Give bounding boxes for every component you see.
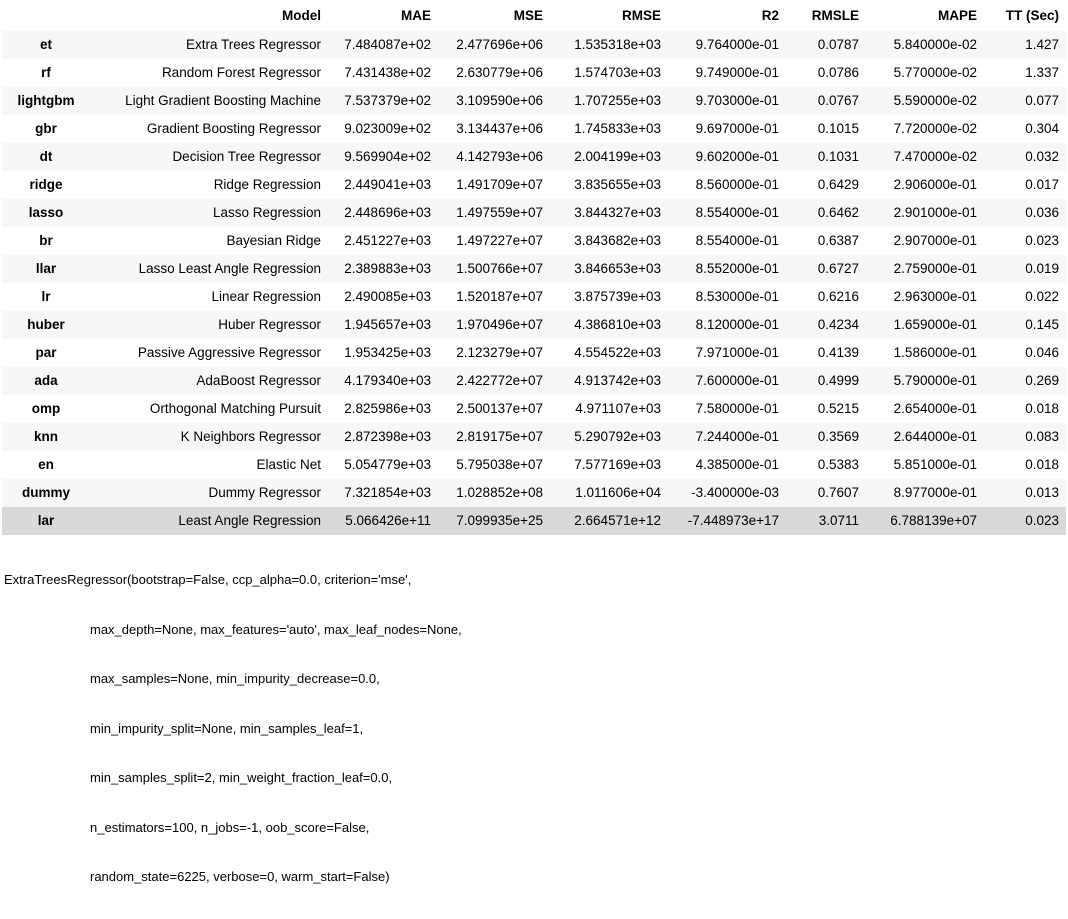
cell-tt: 0.022 xyxy=(984,283,1066,311)
cell-mae: 7.537379e+02 xyxy=(328,87,438,115)
cell-model: Bayesian Ridge xyxy=(90,227,328,255)
cell-mae: 7.321854e+03 xyxy=(328,479,438,507)
cell-mae: 2.490085e+03 xyxy=(328,283,438,311)
cell-rmsle: 0.6727 xyxy=(786,255,866,283)
cell-mse: 1.520187e+07 xyxy=(438,283,550,311)
params-line-7: random_state=6225, verbose=0, warm_start=False) xyxy=(90,869,390,884)
cell-rmsle: 0.4234 xyxy=(786,311,866,339)
cell-tt: 0.077 xyxy=(984,87,1066,115)
column-header-r2: R2 xyxy=(761,8,779,23)
column-header-mse: MSE xyxy=(513,8,543,23)
cell-mape: 5.590000e-02 xyxy=(866,87,984,115)
cell-r2: 8.530000e-01 xyxy=(668,283,786,311)
cell-mse: 1.500766e+07 xyxy=(438,255,550,283)
cell-rmse: 3.835655e+03 xyxy=(550,171,668,199)
cell-mae: 2.872398e+03 xyxy=(328,423,438,451)
cell-model: Passive Aggressive Regressor xyxy=(90,339,328,367)
cell-r2: 8.552000e-01 xyxy=(668,255,786,283)
column-header-rmse: RMSE xyxy=(621,8,661,23)
cell-mape: 2.759000e-01 xyxy=(866,255,984,283)
cell-tt: 0.023 xyxy=(984,507,1066,535)
table-row xyxy=(2,339,1066,367)
cell-rmsle: 0.6462 xyxy=(786,199,866,227)
cell-mse: 2.819175e+07 xyxy=(438,423,550,451)
cell-r2: 9.703000e-01 xyxy=(668,87,786,115)
estimator-params-block xyxy=(4,539,1068,919)
cell-model: Extra Trees Regressor xyxy=(90,31,328,59)
cell-rmsle: 0.0787 xyxy=(786,31,866,59)
cell-rmse: 4.386810e+03 xyxy=(550,311,668,339)
cell-rmsle: 0.4139 xyxy=(786,339,866,367)
cell-mae: 1.945657e+03 xyxy=(328,311,438,339)
cell-tt: 0.018 xyxy=(984,395,1066,423)
cell-mae: 7.431438e+02 xyxy=(328,59,438,87)
cell-tt: 0.145 xyxy=(984,311,1066,339)
cell-rmsle: 0.1031 xyxy=(786,143,866,171)
cell-tt: 0.018 xyxy=(984,451,1066,479)
cell-mae: 2.389883e+03 xyxy=(328,255,438,283)
cell-model: Lasso Regression xyxy=(90,199,328,227)
cell-model: Lasso Least Angle Regression xyxy=(90,255,328,283)
cell-rmse: 2.004199e+03 xyxy=(550,143,668,171)
cell-mae: 9.569904e+02 xyxy=(328,143,438,171)
cell-r2: 8.560000e-01 xyxy=(668,171,786,199)
cell-tt: 0.017 xyxy=(984,171,1066,199)
table-row xyxy=(2,451,1066,479)
row-index: huber xyxy=(2,311,90,339)
row-index: rf xyxy=(2,59,90,87)
cell-rmse: 4.971107e+03 xyxy=(550,395,668,423)
cell-model: Decision Tree Regressor xyxy=(90,143,328,171)
cell-mape: 2.901000e-01 xyxy=(866,199,984,227)
cell-r2: 9.749000e-01 xyxy=(668,59,786,87)
cell-r2: 7.971000e-01 xyxy=(668,339,786,367)
row-index: lasso xyxy=(2,199,90,227)
cell-r2: 8.554000e-01 xyxy=(668,227,786,255)
cell-r2: 7.580000e-01 xyxy=(668,395,786,423)
row-index: lr xyxy=(2,283,90,311)
table-row xyxy=(2,143,1066,171)
params-line-5: min_samples_split=2, min_weight_fraction_leaf=0.0, xyxy=(90,770,393,785)
cell-rmsle: 0.0786 xyxy=(786,59,866,87)
cell-mae: 2.825986e+03 xyxy=(328,395,438,423)
cell-rmsle: 0.0767 xyxy=(786,87,866,115)
cell-rmse: 4.913742e+03 xyxy=(550,367,668,395)
cell-tt: 0.023 xyxy=(984,227,1066,255)
cell-rmsle: 0.6387 xyxy=(786,227,866,255)
params-line-2: max_depth=None, max_features='auto', max_leaf_nodes=None, xyxy=(90,621,462,637)
cell-mae: 1.953425e+03 xyxy=(328,339,438,367)
table-row xyxy=(2,87,1066,115)
cell-r2: -3.400000e-03 xyxy=(668,479,786,507)
table-row-highlighted xyxy=(2,507,1066,535)
cell-rmsle: 0.7607 xyxy=(786,479,866,507)
cell-model: Least Angle Regression xyxy=(90,507,328,535)
cell-rmse: 1.011606e+04 xyxy=(550,479,668,507)
column-header-index xyxy=(2,2,90,31)
cell-mse: 2.422772e+07 xyxy=(438,367,550,395)
cell-mae: 9.023009e+02 xyxy=(328,115,438,143)
cell-r2: 8.120000e-01 xyxy=(668,311,786,339)
cell-r2: 4.385000e-01 xyxy=(668,451,786,479)
table-body xyxy=(2,31,1066,535)
table-row xyxy=(2,115,1066,143)
cell-mse: 2.500137e+07 xyxy=(438,395,550,423)
cell-r2: 9.602000e-01 xyxy=(668,143,786,171)
cell-r2: 8.554000e-01 xyxy=(668,199,786,227)
table-row xyxy=(2,199,1066,227)
cell-model: K Neighbors Regressor xyxy=(90,423,328,451)
column-header-tt: TT (Sec) xyxy=(1005,8,1059,23)
cell-model: Orthogonal Matching Pursuit xyxy=(90,395,328,423)
cell-rmsle: 0.6216 xyxy=(786,283,866,311)
row-index: dummy xyxy=(2,479,90,507)
cell-model: Dummy Regressor xyxy=(90,479,328,507)
cell-mape: 5.851000e-01 xyxy=(866,451,984,479)
cell-mae: 2.451227e+03 xyxy=(328,227,438,255)
cell-model: AdaBoost Regressor xyxy=(90,367,328,395)
cell-mse: 5.795038e+07 xyxy=(438,451,550,479)
model-comparison-table xyxy=(2,2,1066,535)
cell-rmsle: 0.6429 xyxy=(786,171,866,199)
column-header-rmsle: RMSLE xyxy=(811,8,859,23)
table-row xyxy=(2,283,1066,311)
table-header xyxy=(2,2,1066,31)
cell-mse: 1.491709e+07 xyxy=(438,171,550,199)
cell-rmsle: 3.0711 xyxy=(786,507,866,535)
cell-rmse: 1.574703e+03 xyxy=(550,59,668,87)
cell-r2: -7.448973e+17 xyxy=(668,507,786,535)
cell-model: Random Forest Regressor xyxy=(90,59,328,87)
cell-mse: 4.142793e+06 xyxy=(438,143,550,171)
column-header-mae: MAE xyxy=(401,8,431,23)
cell-mape: 5.790000e-01 xyxy=(866,367,984,395)
cell-rmse: 1.745833e+03 xyxy=(550,115,668,143)
cell-tt: 0.013 xyxy=(984,479,1066,507)
cell-mape: 1.659000e-01 xyxy=(866,311,984,339)
cell-mape: 1.586000e-01 xyxy=(866,339,984,367)
cell-rmsle: 0.5383 xyxy=(786,451,866,479)
cell-model: Ridge Regression xyxy=(90,171,328,199)
cell-mae: 5.054779e+03 xyxy=(328,451,438,479)
cell-mse: 3.134437e+06 xyxy=(438,115,550,143)
cell-tt: 0.046 xyxy=(984,339,1066,367)
cell-mape: 7.720000e-02 xyxy=(866,115,984,143)
cell-tt: 0.032 xyxy=(984,143,1066,171)
cell-rmse: 1.535318e+03 xyxy=(550,31,668,59)
cell-model: Elastic Net xyxy=(90,451,328,479)
cell-rmse: 3.844327e+03 xyxy=(550,199,668,227)
table-row xyxy=(2,479,1066,507)
cell-mse: 1.970496e+07 xyxy=(438,311,550,339)
cell-tt: 1.337 xyxy=(984,59,1066,87)
cell-rmsle: 0.4999 xyxy=(786,367,866,395)
cell-mse: 7.099935e+25 xyxy=(438,507,550,535)
cell-mse: 1.497559e+07 xyxy=(438,199,550,227)
table-row xyxy=(2,395,1066,423)
cell-mape: 2.907000e-01 xyxy=(866,227,984,255)
cell-mse: 1.028852e+08 xyxy=(438,479,550,507)
row-index: br xyxy=(2,227,90,255)
cell-model: Light Gradient Boosting Machine xyxy=(90,87,328,115)
cell-rmsle: 0.1015 xyxy=(786,115,866,143)
table-row xyxy=(2,171,1066,199)
cell-mape: 6.788139e+07 xyxy=(866,507,984,535)
cell-rmse: 2.664571e+12 xyxy=(550,507,668,535)
row-index: dt xyxy=(2,143,90,171)
cell-r2: 7.244000e-01 xyxy=(668,423,786,451)
row-index: omp xyxy=(2,395,90,423)
cell-tt: 0.269 xyxy=(984,367,1066,395)
row-index: lar xyxy=(2,507,90,535)
cell-rmse: 7.577169e+03 xyxy=(550,451,668,479)
cell-tt: 0.036 xyxy=(984,199,1066,227)
table-row xyxy=(2,255,1066,283)
table-row xyxy=(2,59,1066,87)
cell-model: Huber Regressor xyxy=(90,311,328,339)
cell-mape: 2.963000e-01 xyxy=(866,283,984,311)
cell-tt: 0.083 xyxy=(984,423,1066,451)
params-line-3: max_samples=None, min_impurity_decrease=0.0, xyxy=(90,671,380,686)
cell-rmse: 5.290792e+03 xyxy=(550,423,668,451)
params-line-6: n_estimators=100, n_jobs=-1, oob_score=False, xyxy=(90,819,370,835)
column-header-model: Model xyxy=(282,8,321,23)
cell-r2: 7.600000e-01 xyxy=(668,367,786,395)
cell-mse: 1.497227e+07 xyxy=(438,227,550,255)
cell-mape: 2.906000e-01 xyxy=(866,171,984,199)
cell-mse: 2.630779e+06 xyxy=(438,59,550,87)
cell-mse: 3.109590e+06 xyxy=(438,87,550,115)
cell-mse: 2.477696e+06 xyxy=(438,31,550,59)
row-index: en xyxy=(2,451,90,479)
row-index: gbr xyxy=(2,115,90,143)
table-row xyxy=(2,311,1066,339)
cell-model: Gradient Boosting Regressor xyxy=(90,115,328,143)
cell-mape: 2.654000e-01 xyxy=(866,395,984,423)
column-header-mape: MAPE xyxy=(937,8,977,23)
cell-tt: 0.304 xyxy=(984,115,1066,143)
cell-mape: 7.470000e-02 xyxy=(866,143,984,171)
row-index: et xyxy=(2,31,90,59)
cell-mae: 2.448696e+03 xyxy=(328,199,438,227)
row-index: ridge xyxy=(2,171,90,199)
cell-mape: 5.840000e-02 xyxy=(866,31,984,59)
cell-rmsle: 0.5215 xyxy=(786,395,866,423)
params-line-4: min_impurity_split=None, min_samples_leaf=1, xyxy=(90,720,364,736)
cell-mse: 2.123279e+07 xyxy=(438,339,550,367)
params-line-1: ExtraTreesRegressor(bootstrap=False, ccp_alpha=0.0, criterion='mse', xyxy=(4,572,412,587)
cell-rmse: 4.554522e+03 xyxy=(550,339,668,367)
cell-tt: 0.019 xyxy=(984,255,1066,283)
table-row xyxy=(2,367,1066,395)
cell-model: Linear Regression xyxy=(90,283,328,311)
cell-mape: 8.977000e-01 xyxy=(866,479,984,507)
row-index: par xyxy=(2,339,90,367)
cell-r2: 9.764000e-01 xyxy=(668,31,786,59)
cell-rmse: 1.707255e+03 xyxy=(550,87,668,115)
row-index: ada xyxy=(2,367,90,395)
cell-r2: 9.697000e-01 xyxy=(668,115,786,143)
header-row xyxy=(2,2,1066,31)
row-index: knn xyxy=(2,423,90,451)
cell-mae: 7.484087e+02 xyxy=(328,31,438,59)
cell-rmsle: 0.3569 xyxy=(786,423,866,451)
cell-rmse: 3.875739e+03 xyxy=(550,283,668,311)
cell-mae: 5.066426e+11 xyxy=(328,507,438,535)
table-row xyxy=(2,31,1066,59)
table-row xyxy=(2,423,1066,451)
cell-mae: 2.449041e+03 xyxy=(328,171,438,199)
cell-mape: 5.770000e-02 xyxy=(866,59,984,87)
cell-tt: 1.427 xyxy=(984,31,1066,59)
cell-mape: 2.644000e-01 xyxy=(866,423,984,451)
cell-mae: 4.179340e+03 xyxy=(328,367,438,395)
table-row xyxy=(2,227,1066,255)
cell-rmse: 3.846653e+03 xyxy=(550,255,668,283)
cell-rmse: 3.843682e+03 xyxy=(550,227,668,255)
row-index: llar xyxy=(2,255,90,283)
row-index: lightgbm xyxy=(2,87,90,115)
